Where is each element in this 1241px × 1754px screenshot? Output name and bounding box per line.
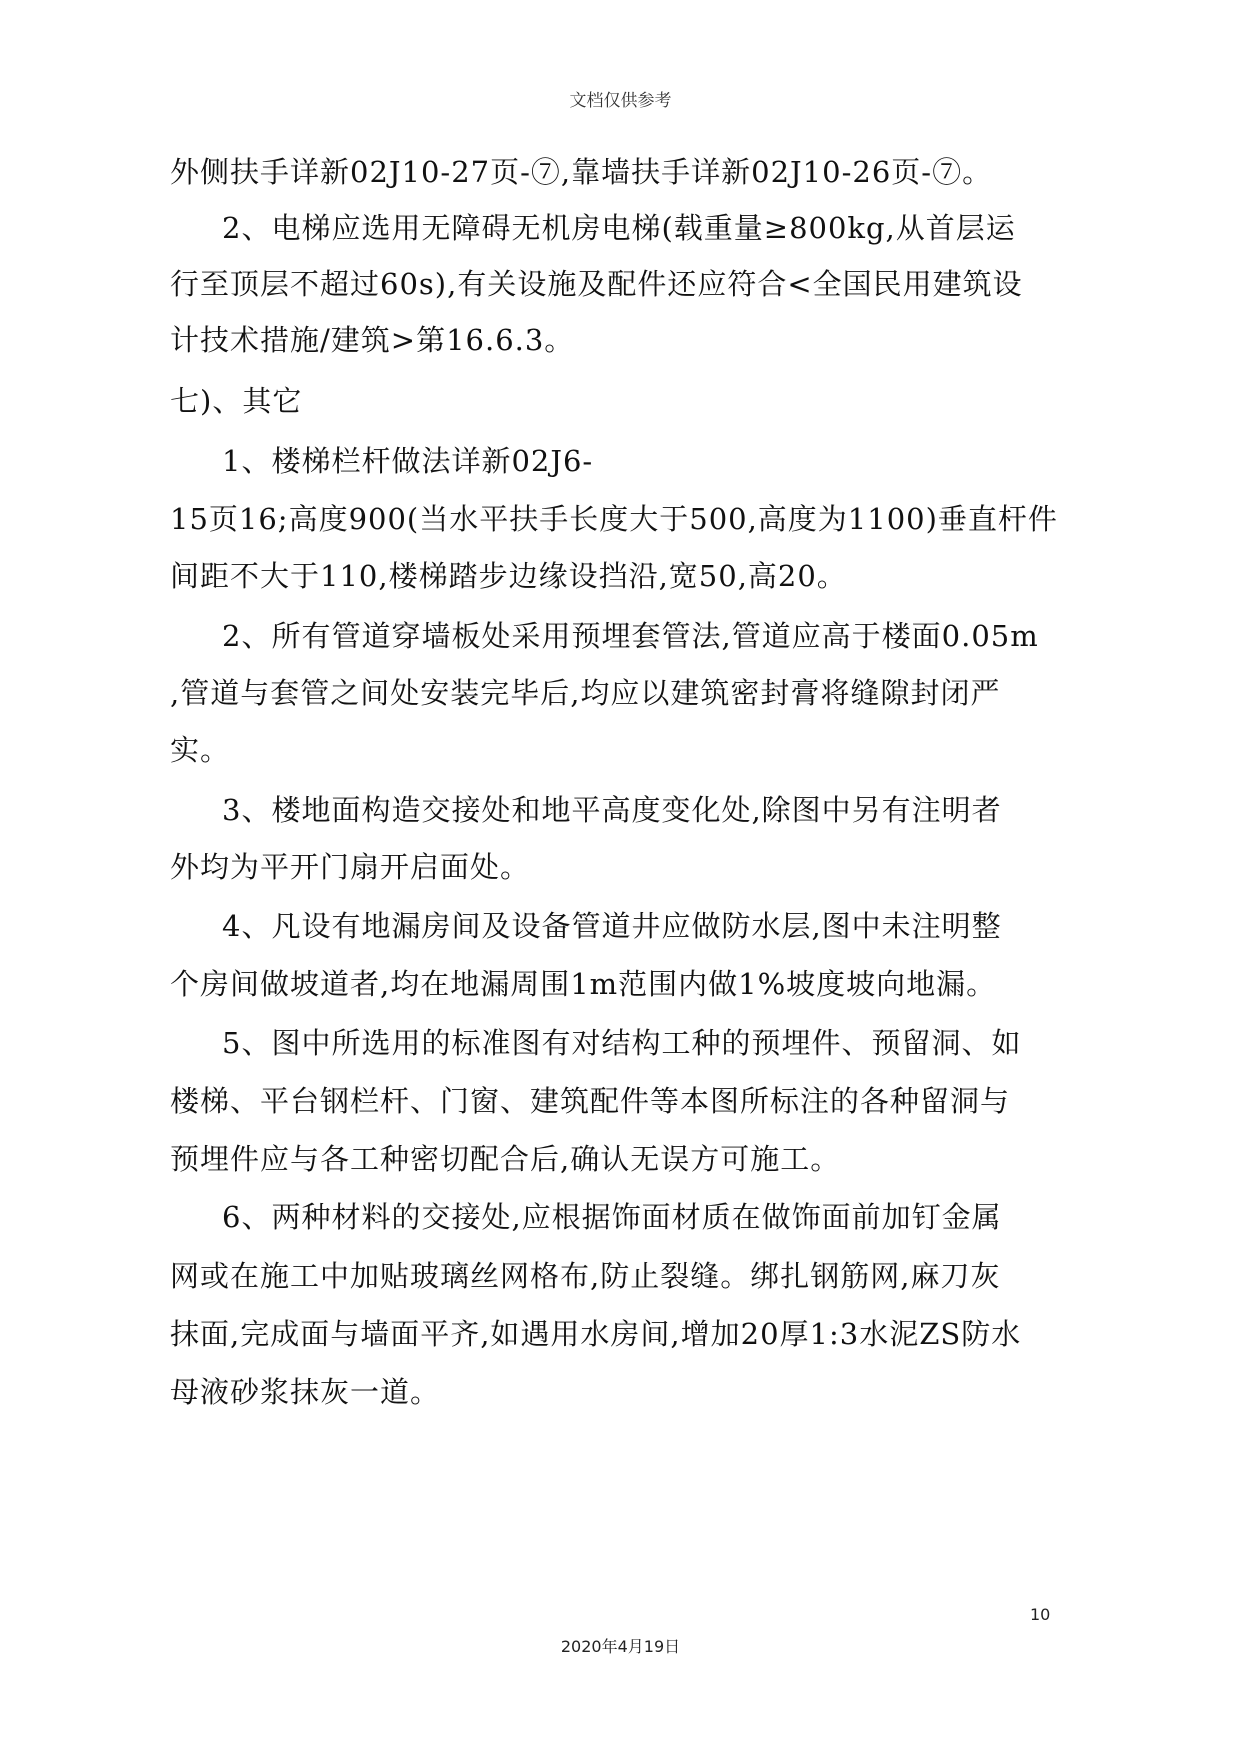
body-line: 母液砂浆抹灰一道。 — [170, 1375, 441, 1409]
body-line: 6、两种材料的交接处,应根据饰面材质在做饰面前加钉金属 — [222, 1200, 1002, 1234]
body-line: 行至顶层不超过60s),有关设施及配件还应符合<全国民用建筑设 — [170, 267, 1023, 301]
body-line: 预埋件应与各工种密切配合后,确认无误方可施工。 — [170, 1142, 841, 1176]
body-line: 1、楼梯栏杆做法详新02J6- — [222, 444, 594, 478]
body-line: 个房间做坡道者,均在地漏周围1m范围内做1%坡度坡向地漏。 — [170, 967, 997, 1001]
body-line: 4、凡设有地漏房间及设备管道井应做防水层,图中未注明整 — [222, 909, 1002, 943]
body-line: 网或在施工中加贴玻璃丝网格布,防止裂缝。绑扎钢筋网,麻刀灰 — [170, 1259, 1001, 1293]
body-line: 2、所有管道穿墙板处采用预埋套管法,管道应高于楼面0.05m — [222, 619, 1039, 653]
body-line: 抹面,完成面与墙面平齐,如遇用水房间,增加20厚1:3水泥ZS防水 — [170, 1317, 1022, 1351]
body-line: 间距不大于110,楼梯踏步边缘设挡沿,宽50,高20。 — [170, 559, 847, 593]
body-line: 2、电梯应选用无障碍无机房电梯(载重量≥800kg,从首层运 — [222, 211, 1016, 245]
body-line: 3、楼地面构造交接处和地平高度变化处,除图中另有注明者 — [222, 793, 1002, 827]
body-line: 15页16;高度900(当水平扶手长度大于500,高度为1100)垂直杆件 — [170, 502, 1058, 536]
body-line: 外侧扶手详新02J10-27页-⑦,靠墙扶手详新02J10-26页-⑦。 — [170, 155, 993, 189]
body-line: 5、图中所选用的标准图有对结构工种的预埋件、预留洞、如 — [222, 1026, 1022, 1060]
document-header: 文档仅供参考 — [569, 91, 672, 111]
body-line: 外均为平开门扇开启面处。 — [170, 850, 531, 884]
footer-date: 2020年4月19日 — [560, 1637, 681, 1656]
body-line: 实。 — [170, 733, 231, 767]
body-line: 计技术措施/建筑>第16.6.3。 — [170, 323, 575, 357]
body-line: ,管道与套管之间处安装完毕后,均应以建筑密封膏将缝隙封闭严 — [170, 676, 1001, 710]
section-heading: 七)、其它 — [170, 384, 303, 418]
page-number: 10 — [1030, 1605, 1051, 1624]
body-line: 楼梯、平台钢栏杆、门窗、建筑配件等本图所标注的各种留洞与 — [170, 1084, 1011, 1118]
